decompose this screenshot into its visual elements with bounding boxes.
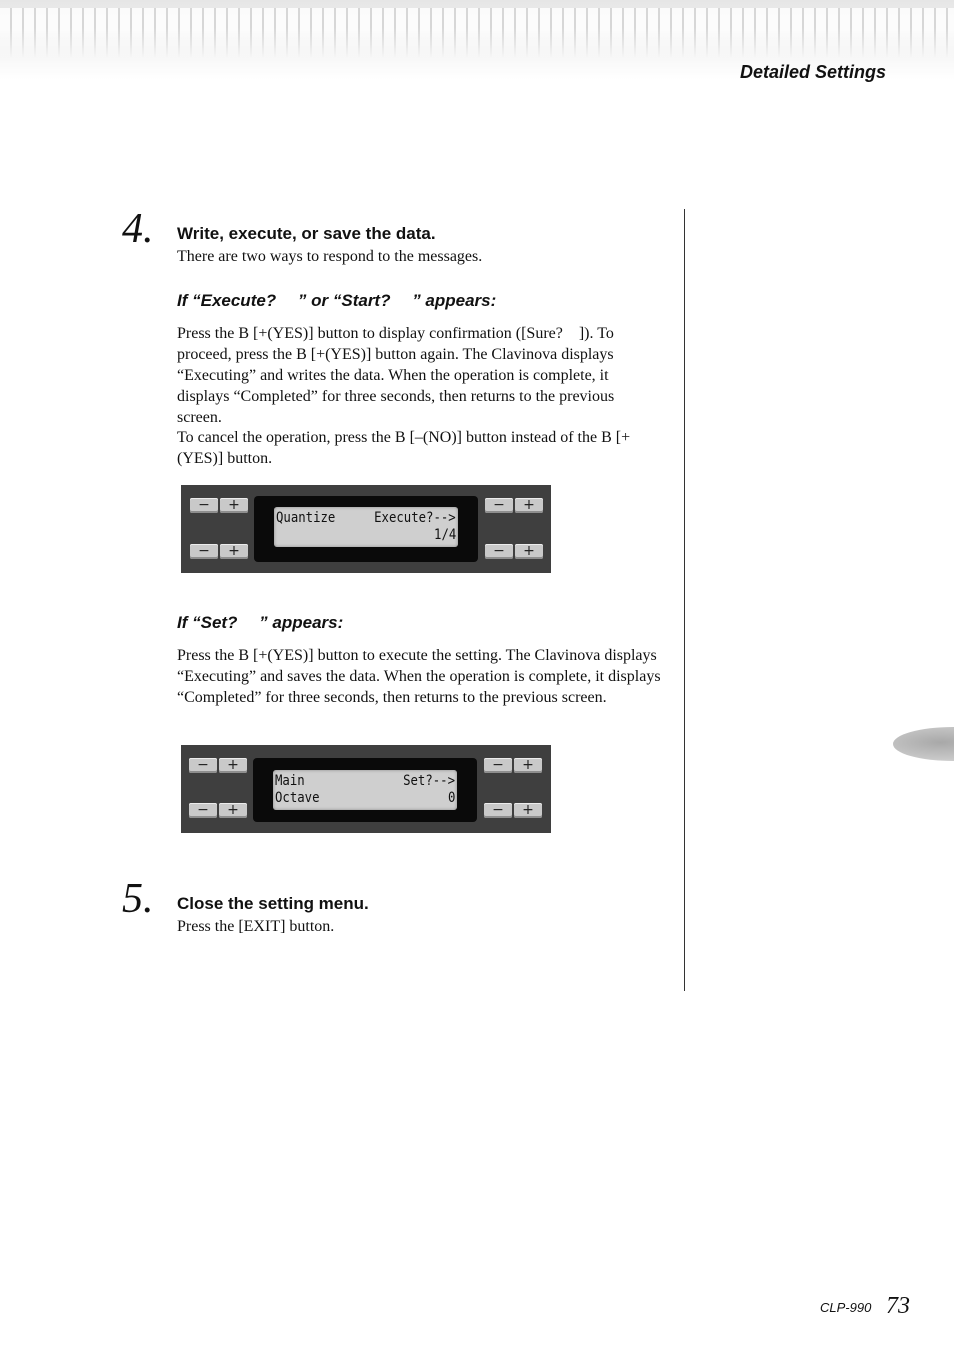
minus-button[interactable]: −: [484, 758, 512, 773]
case-set-heading: If “Set? ” appears:: [177, 613, 344, 632]
button-pair-bottom-left[interactable]: [189, 803, 247, 818]
minus-button[interactable]: −: [485, 544, 513, 559]
step-5-number: 5.: [122, 876, 154, 922]
plus-button[interactable]: +: [220, 498, 248, 513]
button-pair-top-left[interactable]: [190, 498, 248, 513]
button-pair-bottom-right[interactable]: [484, 803, 542, 818]
step-5-body: Press the [EXIT] button.: [177, 918, 335, 935]
button-pair-top-right[interactable]: [485, 498, 543, 513]
case-execute-body: Press the B [+(YES)] button to display confirmation ([Sure? ]). To proceed, press the B [+(YES)] button again. The Clavinova displays “Executing” and writes the data. When the operation is complete, it displays “Completed” for three seconds, then returns to the previous screen.: [177, 325, 615, 426]
column-divider: [684, 209, 685, 991]
lcd-line2-left: Octave: [275, 790, 320, 806]
button-pair-top-left[interactable]: [189, 758, 247, 773]
minus-button[interactable]: −: [485, 498, 513, 513]
plus-button[interactable]: +: [514, 758, 542, 773]
piano-keys-banner: [0, 8, 954, 58]
case-execute-cancel-note: To cancel the operation, press the B [–(NO)] button instead of the B [+(YES)] button.: [177, 429, 631, 467]
thumb-index-tab: [893, 727, 954, 761]
minus-button[interactable]: −: [189, 758, 217, 773]
footer-model-name: CLP-990: [820, 1300, 872, 1315]
lcd-frame: [253, 758, 477, 822]
section-title: Detailed Settings: [739, 62, 886, 82]
button-pair-bottom-left[interactable]: [190, 544, 248, 559]
plus-button[interactable]: +: [515, 498, 543, 513]
case-execute-heading: If “Execute? ” or “Start? ” appears:: [177, 291, 497, 310]
lcd-line1-right: Set?-->: [403, 773, 455, 789]
step-4-title: Write, execute, or save the data.: [177, 224, 436, 243]
lcd-line2-right: 1/4: [433, 527, 456, 543]
minus-button[interactable]: −: [190, 498, 218, 513]
lcd-line1-left: Quantize: [276, 510, 336, 526]
plus-button[interactable]: +: [219, 803, 247, 818]
case-set-body: Press the B [+(YES)] button to execute the setting. The Clavinova displays “Executing” and saves the data. When the operation is complete, it displays “Completed” for three seconds, then returns to the previous screen.: [177, 647, 661, 706]
plus-button[interactable]: +: [515, 544, 543, 559]
lcd-line1-left: Main: [275, 773, 305, 789]
step-5-title: Close the setting menu.: [177, 894, 369, 913]
lcd-frame: [254, 496, 478, 562]
step-4-intro: There are two ways to respond to the messages.: [177, 248, 483, 265]
lcd-panel-set: [181, 745, 551, 833]
minus-button[interactable]: −: [190, 544, 218, 559]
lcd-panel-execute: [181, 485, 551, 573]
lcd-screen: [274, 507, 458, 547]
plus-button[interactable]: +: [220, 544, 248, 559]
button-pair-bottom-right[interactable]: [485, 544, 543, 559]
lcd-screen: [273, 770, 457, 810]
button-pair-top-right[interactable]: [484, 758, 542, 773]
minus-button[interactable]: −: [189, 803, 217, 818]
page-number: 73: [886, 1293, 910, 1319]
minus-button[interactable]: −: [484, 803, 512, 818]
step-4-number: 4.: [122, 206, 154, 252]
plus-button[interactable]: +: [514, 803, 542, 818]
plus-button[interactable]: +: [219, 758, 247, 773]
lcd-line2-right: 0: [447, 790, 455, 806]
lcd-line1-right: Execute?-->: [374, 510, 456, 526]
